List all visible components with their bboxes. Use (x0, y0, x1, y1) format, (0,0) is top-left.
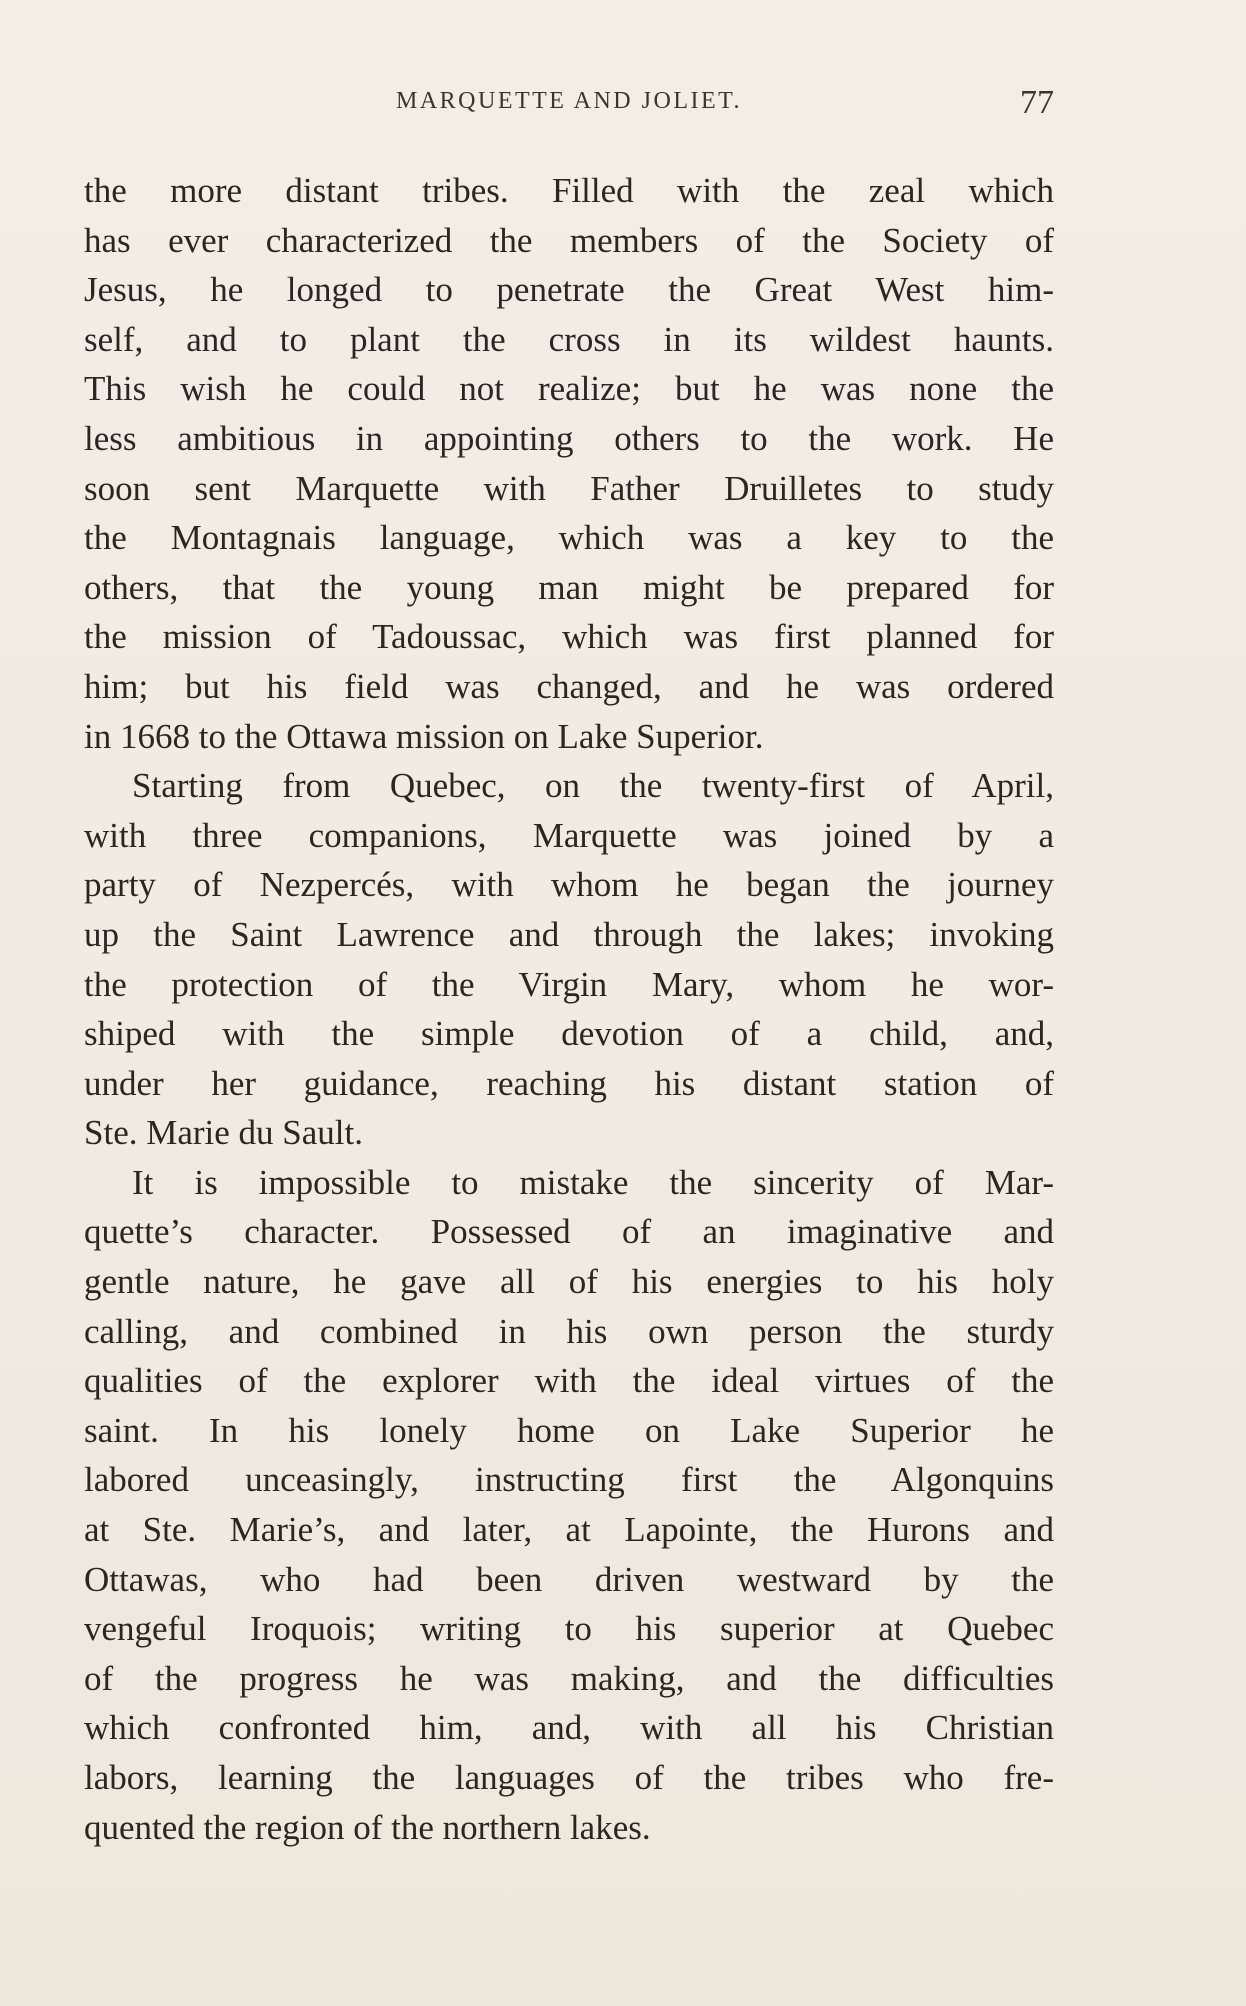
text-line: the protection of the Virgin Mary, whom he wor- (84, 964, 1054, 1004)
text-line: Starting from Quebec, on the twenty-first of April, (132, 766, 1054, 806)
text-line: the more distant tribes. Filled with the zeal which (84, 171, 1054, 210)
text-line: soon sent Marquette with Father Druilletes to study (84, 468, 1054, 508)
text-line: him; but his field was changed, and he was ordered (84, 666, 1054, 706)
text-line: labored unceasingly, instructing first the Algonquins (84, 1460, 1054, 1500)
page-number: 77 (1020, 84, 1054, 121)
text-line: less ambitious in appointing others to the work. He (84, 418, 1054, 458)
text-line: qualities of the explorer with the ideal virtues of the (84, 1361, 1054, 1401)
body-text (84, 166, 1054, 1852)
text-line: gentle nature, he gave all of his energies to his holy (84, 1262, 1054, 1302)
text-line: has ever characterized the members of the Society of (84, 220, 1054, 260)
text-line: Jesus, he longed to penetrate the Great West him- (84, 270, 1054, 310)
text-line: under her guidance, reaching his distant station of (84, 1063, 1054, 1103)
text-line: self, and to plant the cross in its wildest haunts. (84, 319, 1054, 359)
text-line: Ste. Marie du Sault. (84, 1113, 363, 1153)
text-line: vengeful Iroquois; writing to his superior at Quebec (84, 1609, 1054, 1649)
text-line: the mission of Tadoussac, which was first planned for (84, 617, 1054, 657)
text-line: calling, and combined in his own person the sturdy (84, 1311, 1054, 1351)
text-line: at Ste. Marie’s, and later, at Lapointe, the Hurons and (84, 1510, 1054, 1550)
text-line: party of Nezpercés, with whom he began the journey (84, 865, 1054, 905)
running-title: MARQUETTE AND JOLIET. (395, 88, 743, 114)
text-line: which confronted him, and, with all his Christian (84, 1708, 1054, 1748)
text-line: shiped with the simple devotion of a child, and, (84, 1014, 1054, 1054)
text-line: saint. In his lonely home on Lake Superior he (84, 1410, 1054, 1450)
text-line: labors, learning the languages of the tribes who fre- (84, 1758, 1054, 1797)
text-line: quette’s character. Possessed of an imaginative and (84, 1212, 1054, 1252)
text-line: others, that the young man might be prepared for (84, 567, 1054, 607)
text-line: the Montagnais language, which was a key to the (84, 518, 1054, 558)
text-line: Ottawas, who had been driven westward by the (84, 1559, 1054, 1599)
text-line: with three companions, Marquette was joined by a (84, 815, 1054, 855)
text-line: up the Saint Lawrence and through the lakes; invoking (84, 914, 1054, 954)
running-head (84, 84, 1054, 124)
text-line: of the progress he was making, and the difficulties (84, 1658, 1054, 1698)
text-line: This wish he could not realize; but he was none the (84, 369, 1054, 409)
text-line: in 1668 to the Ottawa mission on Lake Superior. (84, 716, 764, 756)
text-line: It is impossible to mistake the sincerity of Mar- (132, 1162, 1054, 1202)
text-line: quented the region of the northern lakes. (84, 1807, 651, 1847)
